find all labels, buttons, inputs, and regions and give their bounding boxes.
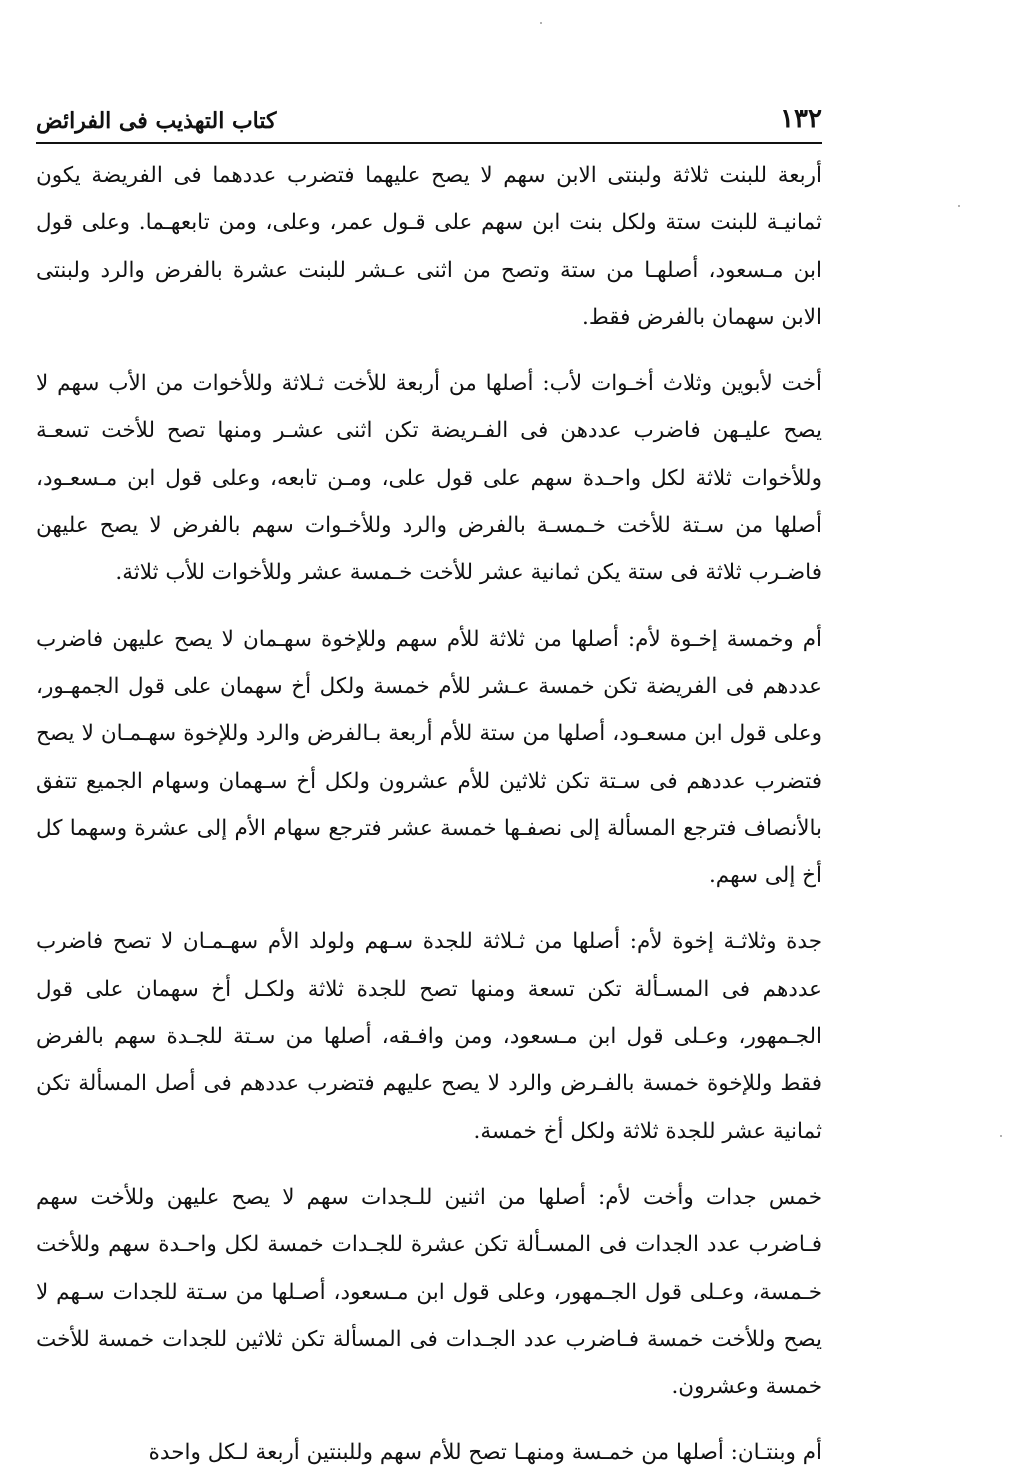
scan-speck	[1000, 1135, 1002, 1137]
paragraph-3: أم وخمسة إخـوة لأم: أصلها من ثلاثة للأم سهم وللإخوة سهـمان لا يصح عليهن فاضرب عددهم فى الفريضة تكن خمسة عـشر للأم خمسة ولكل أخ سهمان على قول الجمهـور، وعلى قول ابن مسعـود، أصلها من ستة للأم أربعة بـالفرض والرد وللإخوة سهـمـان لا يصح فتضرب عددهم فى سـتة تكن ثلاثين للأم عشرون ولكل أخ سـهمان وسهام الجميع تتفق بالأنصاف فترجع المسألة إلى نصفـها خمسة عشر فترجع سهام الأم إلى عشرة وسهما كل أخ إلى سهم.	[36, 626, 822, 889]
page-body	[36, 152, 822, 1477]
scan-speck	[958, 205, 960, 207]
running-title: كتاب التهذيب فى الفرائض	[36, 108, 277, 134]
paragraph-6: أم وبنتـان: أصلها من خمـسة ومنهـا تصح للأم سهم وللبنتين أربعة لـكل واحدة	[148, 1440, 822, 1466]
header-divider	[36, 142, 822, 144]
page-header	[36, 96, 822, 134]
paragraph-4: جدة وثلاثـة إخوة لأم: أصلها من ثـلاثة للجدة سـهم ولولد الأم سهـمـان لا تصح فاضرب عددهم فى المسـألة تكن تسعة ومنها تصح للجدة ثلاثة ولكـل أخ سهمان على قول الجـمهور، وعـلى قول ابن مـسعود، ومن وافـقه، أصلها من سـتة للجـدة سهم بالفرض فقط وللإخوة خمسة بالفـرض والرد لا يصح عليهم فتضرب عددهم فى أصل المسألة تكن ثمانية عشر للجدة ثلاثة ولكل أخ خمسة.	[36, 929, 822, 1144]
scan-speck	[540, 22, 542, 24]
paragraph-1: أربعة للبنت ثلاثة ولبنتى الابن سهم لا يصح عليهما فتضرب عددهما فى الفريضة يكون ثمانيـة للبنت ستة ولكل بنت ابن سهم على قـول عمر، وعلى، ومن تابعهـما. وعلى قول ابن مـسعود، أصلهـا من ستة وتصح من اثنى عـشر للبنت عشرة بالفرض والرد ولبنتى الابن سهمان بالفرض فقط.	[36, 163, 822, 330]
paragraph-5: خمس جدات وأخت لأم: أصلها من اثنين للـجدات سهم لا يصح عليهن وللأخت سهم فـاضرب عدد الجدات فى المسـألة تكن عشرة للجـدات خمسة لكل واحـدة سهم وللأخت خـمسة، وعـلى قول الجـمهور، وعلى قول ابن مـسعود، أصـلها من سـتة للجدات سـهم لا يصح وللأخت خمسة فـاضرب عدد الجـدات فى المسألة تكن ثلاثين للجدات خمسة للأخت خمسة وعشرون.	[36, 1184, 822, 1400]
paragraph-2: أخت لأبوين وثلاث أخـوات لأب: أصلها من أربعة للأخت ثـلاثة وللأخوات من الأب سهم لا يصح عليـهن فاضرب عددهن فى الفـريضة تكن اثنى عشـر ومنها تصح للأخت تسعـة وللأخوات ثلاثة لكل واحـدة سهم على قول على، ومـن تابعه، وعلى قول ابن مـسعـود، أصلها من سـتة للأخت خـمسـة بالفرض والرد وللأخـوات سهم بالفرض لا يصح عليهن فاضـرب ثلاثة فى ستة يكن ثمانية عشر للأخت خـمسة عشر وللأخوات للأب ثلاثة.	[36, 371, 822, 586]
page-number: ١٣٢	[780, 104, 822, 134]
